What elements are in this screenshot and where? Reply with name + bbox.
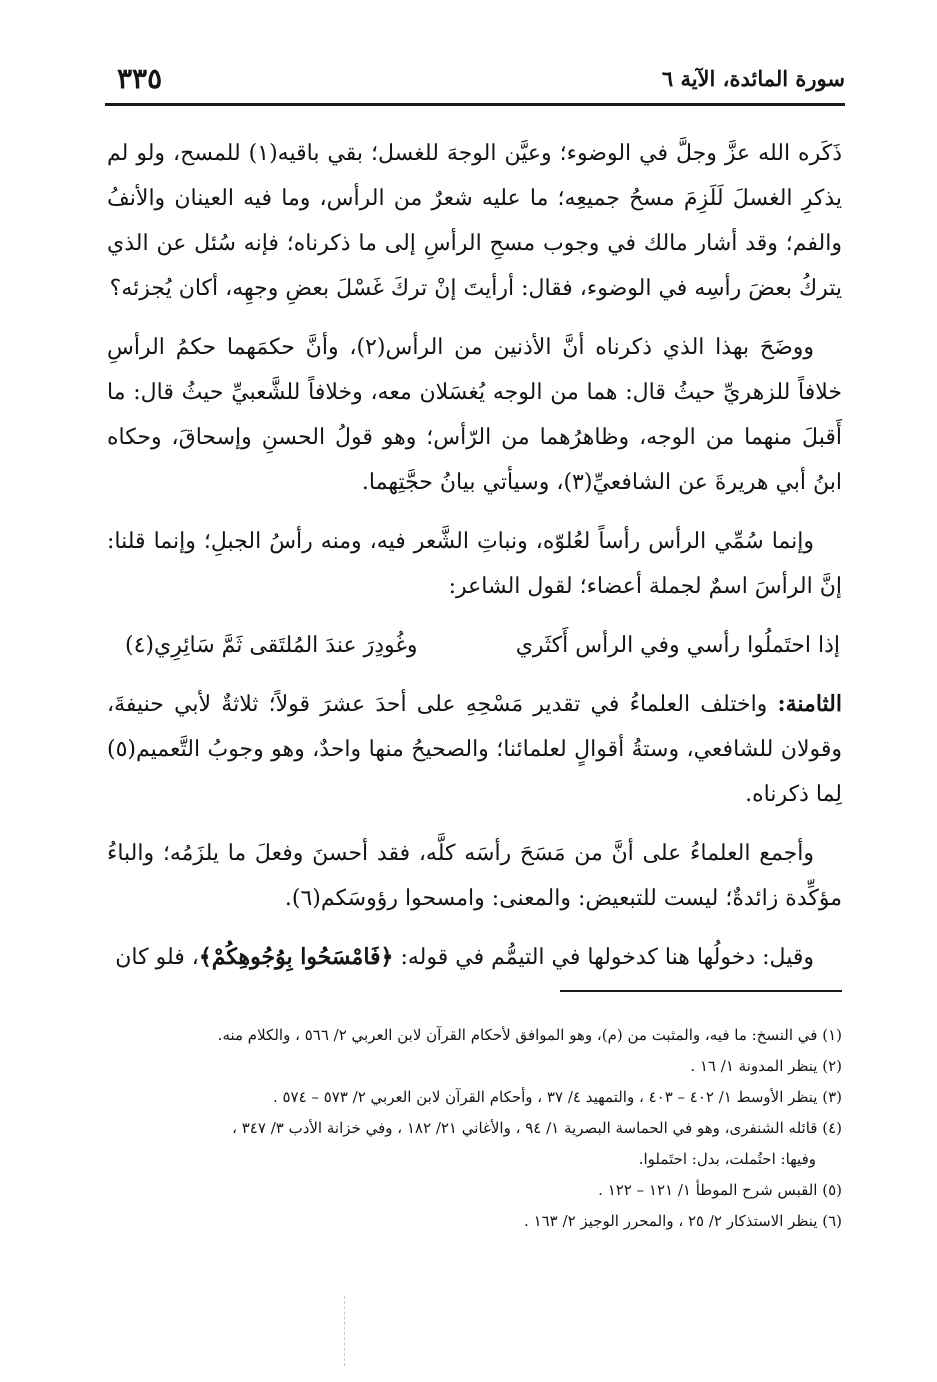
- section-label: الثامنة:: [777, 691, 842, 717]
- paragraph-4: [107, 682, 842, 817]
- paragraph-4-text: واختلف العلماءُ في تقدير مَسْحِهِ على أحدَ عشرَ قولاً؛ ثلاثةٌ لأبي حنيفةَ، وقولان للشافعي، وستةُ أقوالٍ لعلمائنا؛ والصحيحُ منها واحدٌ، وهو وجوبُ التَّعميم(٥) لِما ذكرناه.: [107, 692, 842, 807]
- paragraph-3: وإنما سُمِّي الرأس رأساً لعُلوّه، ونباتِ الشَّعر فيه، ومنه رأسُ الجبلِ؛ وإنما قلنا: إنَّ الرأسَ اسمٌ لجملة أعضاء؛ لقول الشاعر:: [107, 529, 842, 599]
- quran-quote: ﴿فَامْسَحُوا بِوُجُوهِكُمْ﴾: [198, 944, 394, 970]
- footnote-6: (٦) ينظر الاستذكار ٢/ ٢٥ ، والمحرر الوجيز ٢/ ١٦٣ .: [524, 1212, 842, 1230]
- paragraph-1: ذَكَره الله عزَّ وجلَّ في الوضوء؛ وعيَّن الوجهَ للغسل؛ بقي باقيه(١) للمسح، ولو لم يذكرِ الغسلَ لَلَزِمَ مسحُ جميعِه؛ ما عليه شعرٌ من الرأس، وما فيه العينان والأنفُ والفم؛ وقد أشار مالك في وجوب مسحِ الرأسِ إلى ما ذكرناه؛ فإنه سُئل عن الذي يتركُ بعضَ رأسِه في الوضوء، فقال: أرأيتَ إنْ تركَ غَسْلَ بعضِ وجهِه، أكان يُجزئه؟: [107, 141, 842, 301]
- paragraph-6: [107, 935, 842, 980]
- running-header: [105, 62, 845, 102]
- footnote-4-continuation: وفيها: احتُملت، بدل: احتَملوا.: [638, 1150, 816, 1168]
- footnote-separator: [560, 990, 842, 992]
- verse-first-hemistich: إذا احتَملُوا رأسي وفي الرأس أَكثَري: [515, 633, 840, 658]
- header-rule: [105, 103, 845, 106]
- footnote-4: (٤) قائله الشنفرى، وهو في الحماسة البصرية ١/ ٩٤ ، والأغاني ٢١/ ١٨٢ ، وفي خزانة الأدب ٣/ ٣٤٧ ،: [232, 1119, 842, 1137]
- paragraph-2: ووضَحَ بهذا الذي ذكرناه أنَّ الأذنين من الرأس(٢)، وأنَّ حكمَهما حكمُ الرأسِ خلافاً للزهريِّ حيثُ قال: هما من الوجه يُغسَلان معه، وخلافاً للشَّعبيِّ حيثُ قال: ما أَقبلَ منهما من الوجه، وظاهرُهما من الرّأس؛ وهو قولُ الحسنِ وإسحاقَ، وحكاه ابنُ أبي هريرةَ عن الشافعيِّ(٣)، وسيأتي بيانُ حجَّتِهما.: [107, 335, 842, 495]
- footnote-2: (٢) ينظر المدونة ١/ ١٦ .: [690, 1057, 842, 1075]
- page-number: ٣٣٥: [117, 62, 163, 95]
- footnote-5: (٥) القبس شرح الموطأ ١/ ١٢١ – ١٢٢ .: [598, 1181, 842, 1199]
- chapter-title: سورة المائدة، الآية ٦: [661, 66, 845, 91]
- paragraph-5: وأجمع العلماءُ على أنَّ من مَسَحَ رأسَه كلَّه، فقد أحسنَ وفعلَ ما يلزَمُه؛ والباءُ مؤكِّدة زائدةٌ؛ ليست للتبعيض: والمعنى: وامسحوا رؤوسَكم(٦).: [107, 841, 842, 911]
- poetry-verse: [107, 623, 842, 668]
- footnotes: [107, 1020, 842, 1237]
- footnote-1: (١) في النسخ: ما فيه، والمثبت من (م)، وهو الموافق لأحكام القرآن لابن العربي ٢/ ٥٦٦ ، والكلام منه.: [217, 1026, 842, 1044]
- scan-artifact-line: [344, 1296, 345, 1366]
- verse-second-hemistich: وغُودِرَ عندَ المُلتَقى ثَمَّ سَائِرِي(٤): [125, 633, 418, 658]
- paragraph-6-text-end: ، فلو كان: [115, 945, 199, 970]
- paragraph-6-text-start: وقيل: دخولُها هنا كدخولها في التيمُّم في قوله:: [393, 945, 814, 970]
- main-text: [107, 131, 842, 994]
- footnote-3: (٣) ينظر الأوسط ١/ ٤٠٢ – ٤٠٣ ، والتمهيد ٤/ ٣٧ ، وأحكام القرآن لابن العربي ٢/ ٥٧٣ – ٥٧٤ .: [272, 1088, 842, 1106]
